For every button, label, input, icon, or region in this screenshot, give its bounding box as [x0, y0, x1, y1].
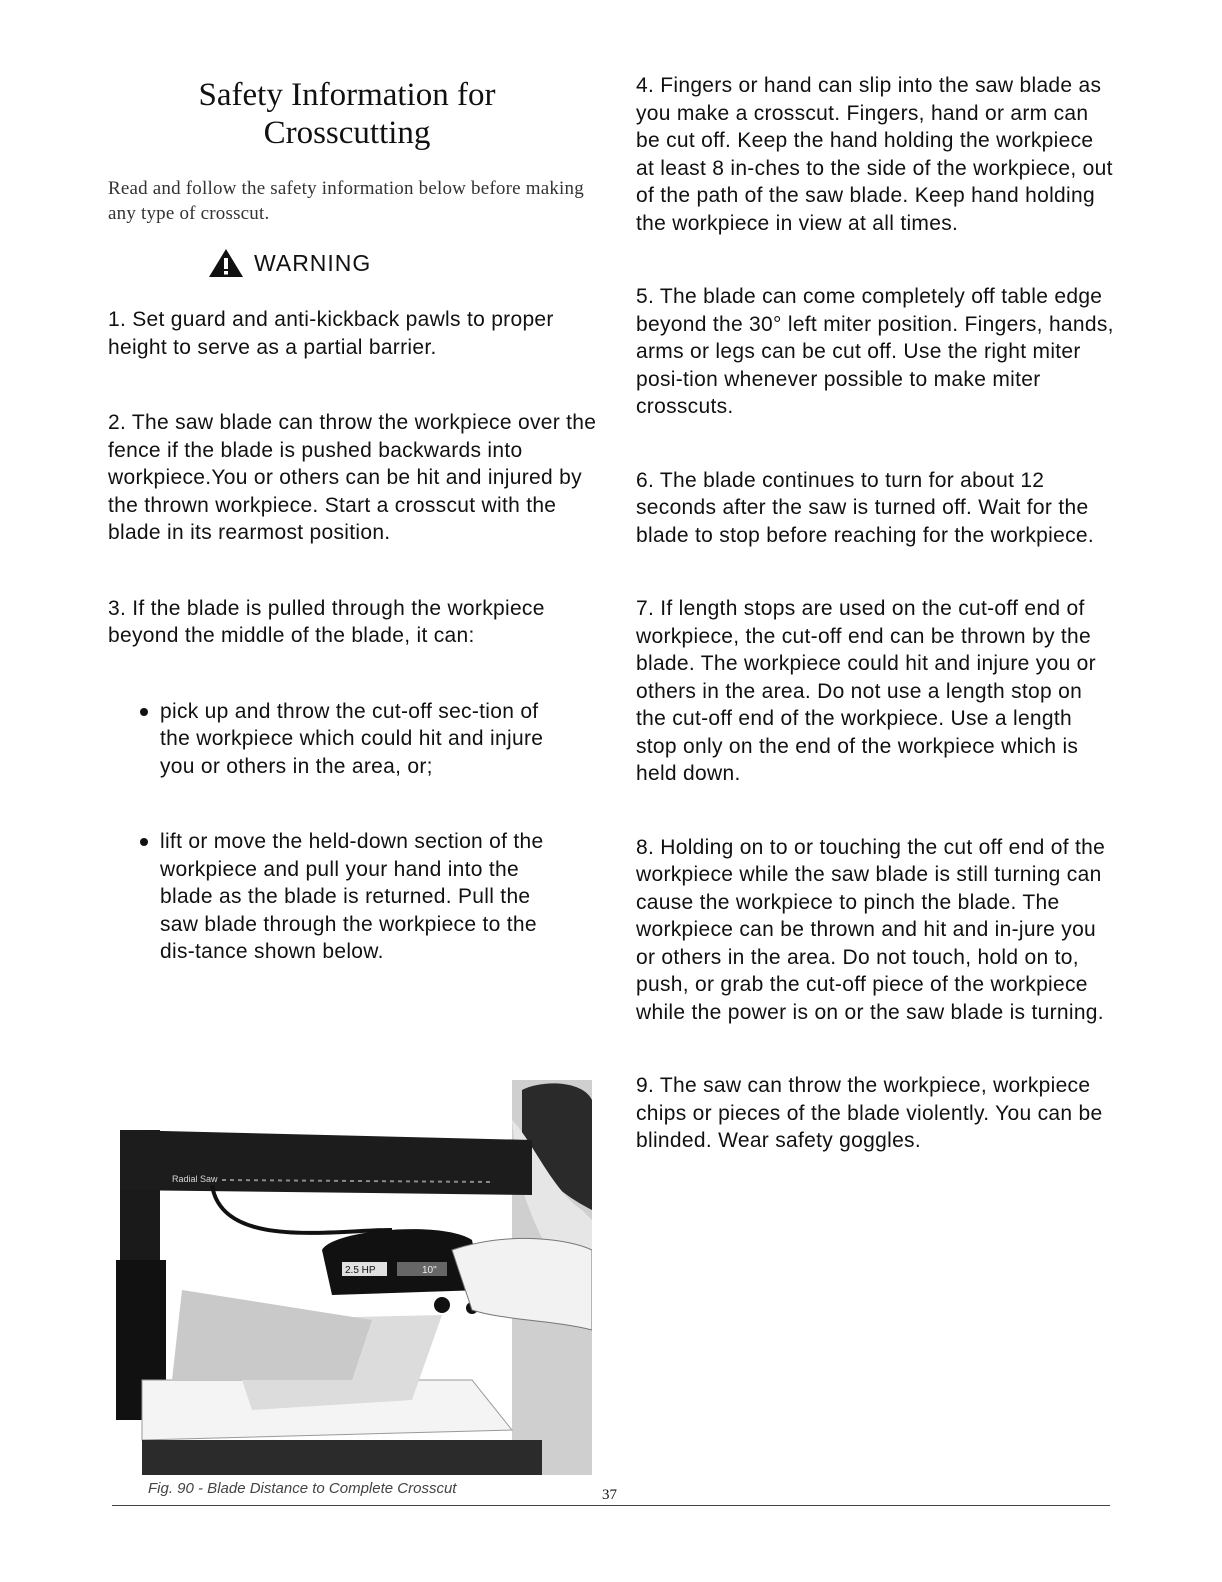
intro-text: Read and follow the safety information below before making any type of crosscut.: [108, 178, 584, 224]
safety-item-6: 6. The blade continues to turn for about 12 seconds after the saw is turned off. Wait for the blade to stop before reaching for the workpiece.: [636, 468, 1095, 547]
title-line-2: Crosscutting: [263, 115, 431, 151]
safety-item-3: 3. If the blade is pulled through the workpiece beyond the middle of the blade, it can:: [108, 596, 545, 647]
bullet-text-2: lift or move the held-down section of the workpiece and pull your hand into the blade as the blade is returned. Pull the saw blade through the workpiece to the dis-tance shown below.: [160, 830, 544, 963]
saw-photo: [112, 1080, 592, 1475]
bullet-dot-icon: [140, 838, 148, 846]
arm-label: Radial Saw: [172, 1174, 218, 1184]
safety-item-2: 2. The saw blade can throw the workpiece over the fence if the blade is pushed backwards into workpiece.You or others can be hit and injured by the thrown workpiece. Start a crosscut with the blade in its rearmost position.: [108, 411, 597, 544]
bullet-text-1: pick up and throw the cut-off sec-tion of the workpiece which could hit and injure you or others in the area, or;: [160, 699, 544, 778]
safety-item-7: 7. If length stops are used on the cut-off end of workpiece, the cut-off end can be thrown by the blade. The workpiece could hit and injure you or others in the area. Do not use a length stop on the cut-off end of the workpiece. Use a length stop only on the end of the workpiece which is held down.: [636, 597, 1096, 785]
bullet-item-2: [138, 828, 560, 966]
right-column: [636, 72, 1116, 1155]
safety-item-5: 5. The blade can come completely off table edge beyond the 30° left miter position. Fingers, hands, arms or legs can be cut off. Use the right miter posi-tion whenever possible to make miter crosscuts.: [636, 285, 1114, 418]
warning-triangle-icon: [208, 248, 244, 278]
page-number: 37: [602, 1487, 617, 1503]
page-title: [108, 76, 578, 152]
figure-caption: Fig. 90 - Blade Distance to Complete Crosscut: [148, 1480, 457, 1497]
motor-hp-label: 2.5 HP: [345, 1265, 376, 1276]
safety-item-8: 8. Holding on to or touching the cut off end of the workpiece while the saw blade is still turning can cause the workpiece to pinch the blade. The workpiece can be thrown and hit and in-jure you or others in the area. Do not touch, hold on to, push, or grab the cut-off piece of the workpiece while the power is on or the saw blade is turning.: [636, 835, 1106, 1024]
blade-size-label: 10": [422, 1265, 437, 1276]
safety-item-4: 4. Fingers or hand can slip into the saw blade as you make a crosscut. Fingers, hand or arm can be cut off. Keep the hand holding the workpiece at least 8 in-ches to the side of the workpiece, out of the path of the saw blade. Keep hand holding the workpiece in view at all times.: [636, 74, 1113, 235]
warning-header: [208, 248, 598, 278]
bullet-item-1: [138, 698, 560, 781]
bullet-dot-icon: [140, 708, 148, 716]
safety-item-1: 1. Set guard and anti-kickback pawls to proper height to serve as a partial barrier.: [108, 308, 554, 359]
warning-label: WARNING: [254, 249, 372, 276]
safety-item-9: 9. The saw can throw the workpiece, workpiece chips or pieces of the blade violently. You can be blinded. Wear safety goggles.: [636, 1074, 1103, 1152]
title-line-1: Safety Information for: [198, 77, 496, 113]
left-column: [108, 70, 598, 966]
radial-arm: [120, 1130, 532, 1195]
footer-rule: [112, 1505, 1110, 1506]
